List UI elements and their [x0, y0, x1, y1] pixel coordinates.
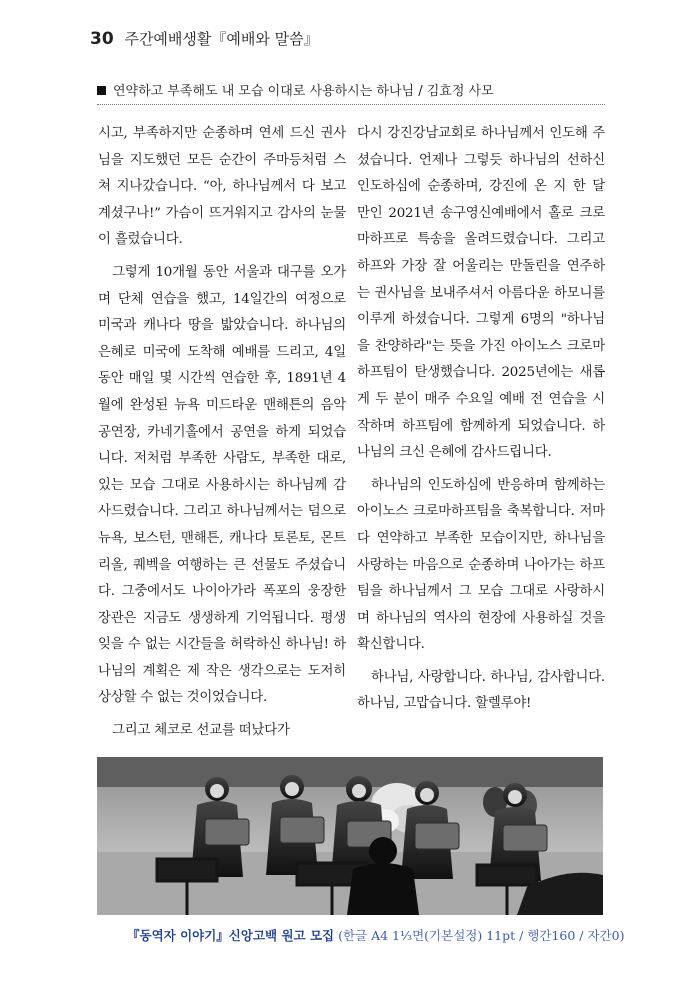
recruitment-caption	[127, 926, 624, 944]
paragraph: 하나님, 사랑합니다. 하나님, 감사합니다. 하나님, 고맙습니다. 할렐루야!	[357, 669, 605, 712]
paragraph: 시고, 부족하지만 순종하며 연세 드신 권사님을 지도했던 모든 순간이 주마등처럼 스쳐 지나갔습니다. “아, 하나님께서 다 보고 계셨구나!” 가슴이 뜨거워지고 감사의 눈물이 흘렀습니다.	[98, 126, 346, 248]
left-column	[98, 121, 346, 745]
recruitment-spec: (한글 A4 1⅓면(기본설정) 11pt / 행간160 / 자간0)	[334, 928, 625, 943]
magazine-title: 주간예배생활『예배와 말씀』	[124, 30, 319, 48]
paragraph: 하나님의 인도하심에 반응하며 함께하는 아이노스 크로마하프팀을 축복합니다. 저마다 연약하고 부족한 모습이지만, 하나님을 사랑하는 마음으로 순종하며 나아가는 하프팀을 하나님께서 그 모습 그대로 사랑하시며 하나님의 역사의 현장에 사용하실 것을 확신합니다.	[357, 477, 605, 653]
harp-team-photo	[97, 757, 603, 915]
right-column	[357, 121, 605, 718]
article-subtitle: 연약하고 부족해도 내 모습 이대로 사용하시는 하나님 / 김효정 사모	[113, 84, 494, 99]
paragraph: 그렇게 10개월 동안 서울과 대구를 오가며 단체 연습을 했고, 14일간의 여정으로 미국과 캐나다 땅을 밟았습니다. 하나님의 은혜로 미국에 도착해 예배를 드리고, 4일 동안 매일 몇 시간씩 연습한 후, 1891년 4월에 완성된 뉴욕 미드타운 맨해튼의 음악 공연장, 카네기홀에서 공연을 하게 되었습니다. 저처럼 부족한 사람도, 부족한 대로, 있는 모습 그대로 사용하시는 하나님께 감사드렸습니다. 그리고 하나님께서는 덤으로 뉴욕, 보스턴, 맨해튼, 캐나다 토론토, 몬트리올, 퀘벡을 여행하는 큰 선물도 주셨습니다. 그중에서도 나이아가라 폭포의 웅장한 장관은 지금도 생생하게 기억됩니다. 평생 잊을 수 없는 시간들을 허락하신 하나님! 하나님의 계획은 제 작은 생각으로는 도저히 상상할 수 없는 것이었습니다.	[98, 264, 346, 706]
paragraph: 다시 강진강남교회로 하나님께서 인도해 주셨습니다. 언제나 그렇듯 하나님의 선하신 인도하심에 순종하며, 강진에 온 지 한 달 만인 2021년 송구영신예배에서 홀로 크로마하프로 특송을 올려드렸습니다. 그리고 하프와 가장 잘 어울리는 만돌린을 연주하는 권사님을 보내주셔서 아름다운 하모니를 이루게 하셨습니다. 그렇게 6명의 "하나님을 찬양하라"는 뜻을 가진 아이노스 크로마하프팀이 탄생했습니다. 2025년에는 새롭게 두 분이 매주 수요일 예배 전 연습을 시작하며 하프팀에 함께하게 되었습니다. 하나님의 크신 은혜에 감사드립니다.	[357, 126, 605, 461]
article-subtitle-bar	[97, 80, 605, 105]
square-bullet-icon	[97, 86, 106, 95]
paragraph: 그리고 체코로 선교를 떠났다가	[112, 723, 290, 739]
recruitment-call: 『동역자 이야기』신앙고백 원고 모집	[127, 928, 335, 943]
page-number: 30	[90, 29, 114, 49]
page-header	[90, 28, 319, 49]
